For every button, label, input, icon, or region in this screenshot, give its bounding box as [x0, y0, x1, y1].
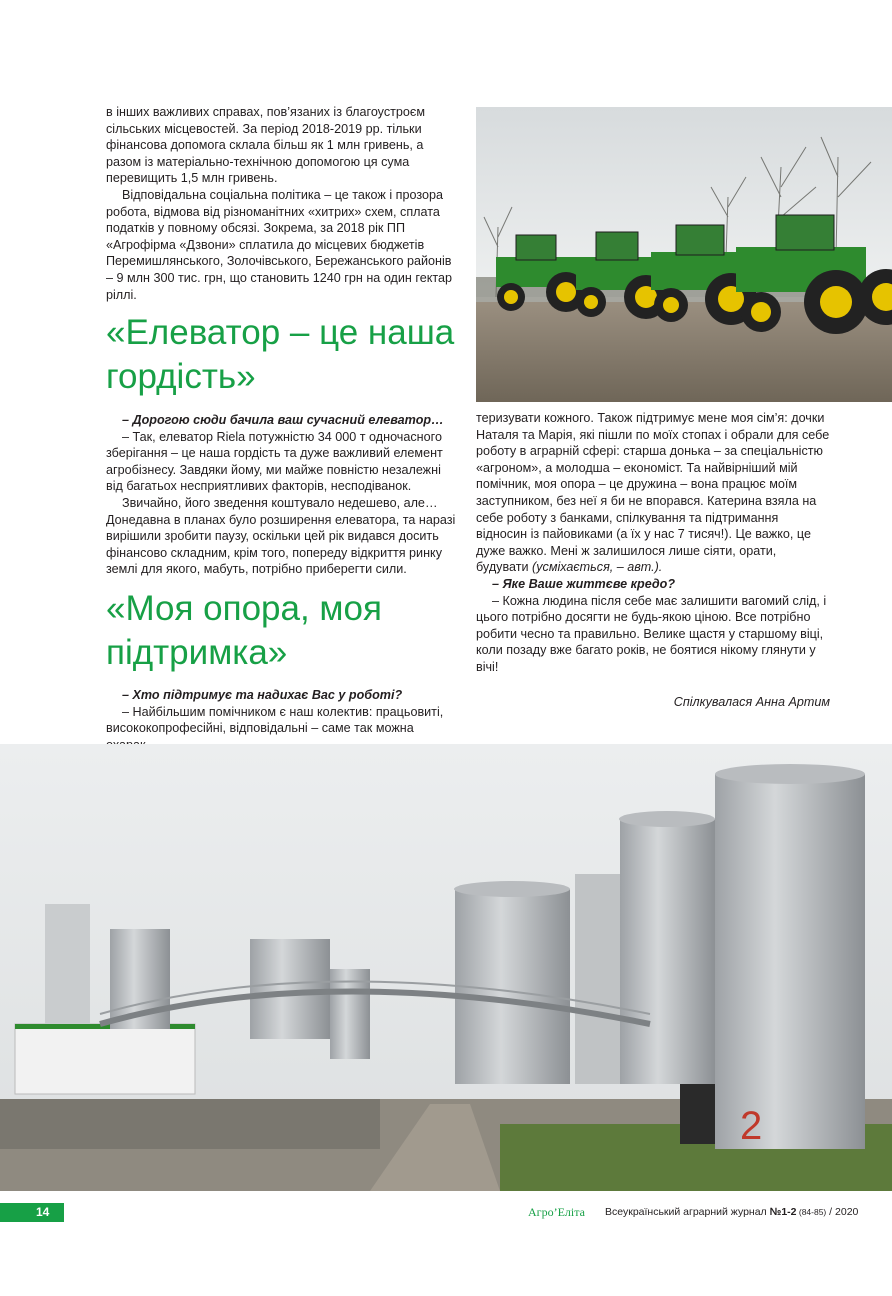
paragraph: Звичайно, його зведення коштувало недешево, але… Донедавна в планах було розширення елеватора, та наразі вирішили зробити паузу, оскільки цей рік видався досить фінансово складним, крім того, попереду відкриття ринку землі для якого, мабуть, потрібно приберегти сили. [106, 495, 456, 577]
heading-line: «Елеватор – це наша [106, 313, 455, 352]
magazine-logo: Агро’Еліта [528, 1205, 585, 1219]
silo-number: 2 [740, 1104, 763, 1148]
section-heading [106, 587, 382, 675]
heading-line: «Моя опора, моя [106, 589, 382, 628]
paragraph: – Кожна людина після себе має залишити вагомий слід, і цього потрібно досягти не будь-якою ціною. Все потрібно робити чесно та правильно. Велике щастя у старшому віці, коли позаду вже багато років, не боятися нікому глянути у вічі! [476, 593, 827, 674]
elevator-illustration [0, 744, 892, 1191]
page-number-bar [0, 1203, 64, 1222]
author-signature: Спілкувалася Анна Артим [673, 695, 830, 709]
issue-year: / 2020 [826, 1206, 859, 1218]
paragraph: – Найбільшим помічником є наш колектив: працьовиті, висококопрофесійні, відповідальні – саме так можна [106, 704, 444, 736]
paragraph: Відповідальна соціальна політика – це також і прозора робота, відмова від різноманітних «хитрих» схем, сплата податків у повному обсязі. Зокрема, за 2018 рік ПП «Агрофірма «Дзвони» сплатила до місцевих бюджетів Перемишлянського, Золочівського, Бережанського районів – 9 млн 300 тис. грн, що становить 1240 грн на один гектар ріллі. [106, 187, 452, 302]
heading-line: гордість» [106, 357, 256, 396]
left-column-middle [106, 412, 456, 578]
journal-info [605, 1206, 858, 1218]
paragraph: в інших важливих справах, пов’язаних із благоустроєм сільських місцевостей. За період 2018-2019 рр. тільки фінансова допомога склала більш як 1 млн гривень, а разом із матеріально-технічною допомогою ця сума перевищить 1,5 млн гривень. [106, 105, 425, 186]
interview-question: – Яке Ваше життєве кредо? [492, 576, 676, 591]
heading-line: підтримка» [106, 633, 288, 672]
journal-prefix: Всеукраїнський аграрний журнал [605, 1206, 770, 1218]
right-column [476, 410, 830, 676]
issue-sequence: (84-85) [796, 1207, 827, 1217]
paragraph-text: теризувати кожного. Також підтримує мене моя сім’я: дочки Наталя та Марія, які пішли по моїх стопах і обрали для себе роботу в аграрній сфері: старша донька – за спеціальністю «агроном», а молодша – економіст. Та найвірніший мій помічник, моя опора – це дружина – вона працює моїм заступником, без неї я би не впорався. Катерина взяла на себе роботу з банками, спілкування та підтримання відносин із пайовиками (а їх у нас 7 тисяч!). Це важко, це дуже важко. Мені ж залишилося лише сіяти, орати, будувати [476, 411, 830, 575]
issue-number: №1-2 [769, 1206, 797, 1218]
interview-question: – Дорогою сюди бачила ваш сучасний елеватор… [122, 413, 444, 427]
tractors-photo [476, 107, 892, 402]
left-column-top [106, 104, 456, 303]
page-number: 14 [36, 1205, 50, 1219]
author-remark: (усміхається, – авт.). [532, 560, 663, 575]
elevator-photo [0, 744, 892, 1191]
section-heading [106, 311, 454, 399]
tractors-illustration [476, 107, 892, 402]
paragraph [476, 410, 830, 576]
paragraph: – Так, елеватор Riela потужністю 34 000 т одночасного зберігання – це наша гордість та дуже важливий елемент агробізнесу. Завдяки йому, ми майже повністю незалежні від багатьох несприятливих факторів, несподіванок. [106, 429, 443, 494]
interview-question: – Хто підтримує та надихає Вас у роботі? [122, 688, 403, 702]
